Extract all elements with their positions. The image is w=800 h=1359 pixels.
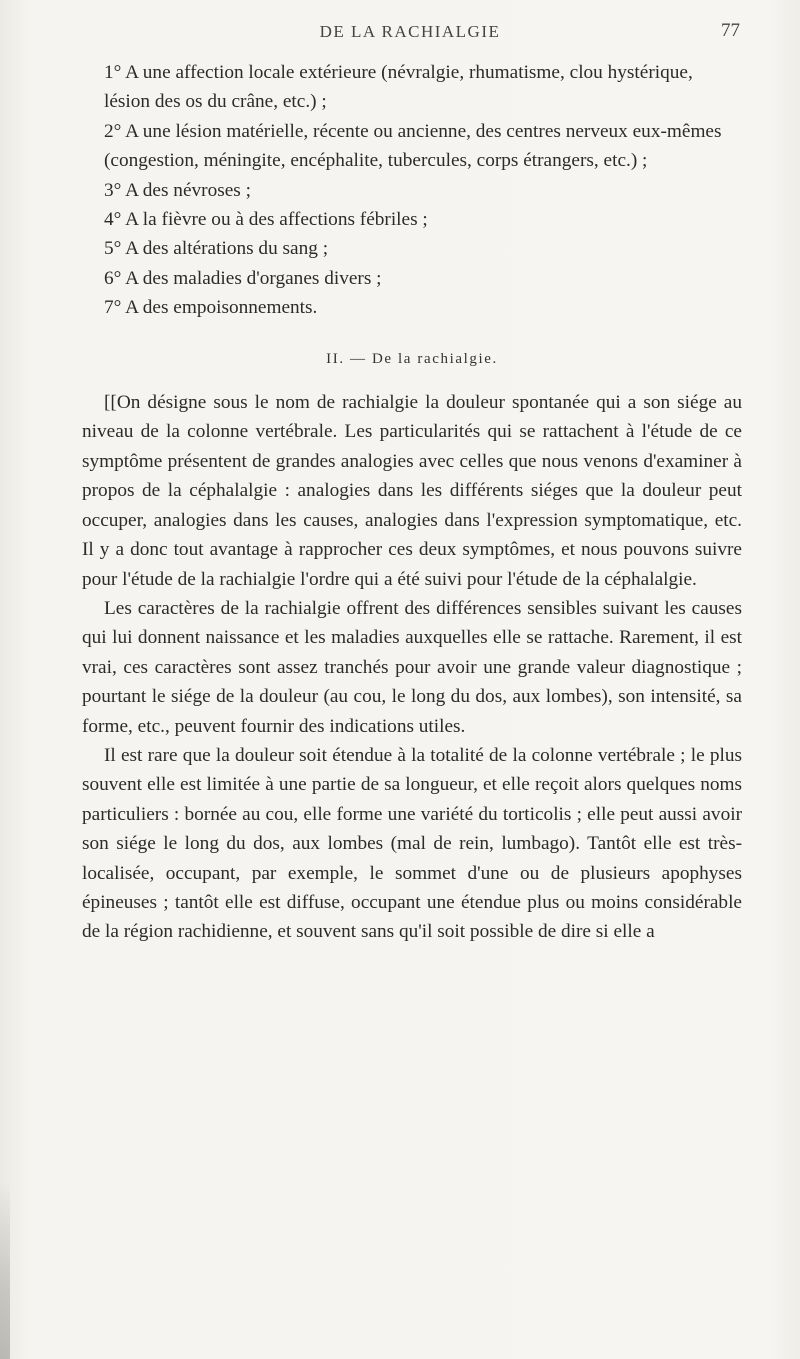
causes-list bbox=[82, 58, 742, 323]
section-title: II. — De la rachialgie. bbox=[326, 350, 498, 367]
running-head: DE LA RACHIALGIE bbox=[319, 22, 501, 41]
list-item: 4° A la fièvre ou à des affections fébriles ; bbox=[104, 209, 428, 231]
paragraph: [[On désigne sous le nom de rachialgie la douleur spontanée qui a son siége au niveau de la colonne vertébrale. Les particularités qui se rattachent à l'étude de ce symptôme présentent de grandes analogies avec celles que nous venons d'examiner à propos de la céphalalgie : analogies dans les différents siéges que la douleur peut occuper, analogies dans les causes, analogies dans l'expression symptomatique, etc. Il y a donc tout avantage à rapprocher ces deux symptômes, et nous pouvons suivre pour l'étude de la rachialgie l'ordre qui a été suivi pour l'étude de la céphalalgie. bbox=[82, 392, 742, 590]
page-number: 77 bbox=[721, 20, 740, 41]
list-item: 3° A des névroses ; bbox=[104, 179, 251, 201]
list-item: 5° A des altérations du sang ; bbox=[104, 238, 329, 260]
list-item: 1° A une affection locale extérieure (névralgie, rhumatisme, clou hystérique, lésion des os du crâne, etc.) ; bbox=[104, 62, 693, 113]
page-content bbox=[82, 58, 742, 947]
page-header bbox=[80, 20, 740, 50]
paragraph: Il est rare que la douleur soit étendue à la totalité de la colonne vertébrale ; le plus souvent elle est limitée à une partie de sa longueur, et elle reçoit alors quelques noms particuliers : bornée au cou, elle forme une variété du torticolis ; elle peut aussi avoir son siége le long du dos, aux lombes (mal de rein, lumbago). Tantôt elle est très-localisée, occupant, par exemple, le sommet d'une ou de plusieurs apophyses épineuses ; tantôt elle est diffuse, occupant une étendue plus ou moins considérable de la région rachidienne, et souvent sans qu'il soit possible de dire si elle a bbox=[82, 744, 742, 943]
page-edge-shadow bbox=[0, 1180, 10, 1359]
paragraph: Les caractères de la rachialgie offrent des différences sensibles suivant les causes qui lui donnent naissance et les maladies auxquelles elle se rattache. Rarement, il est vrai, ces caractères sont assez tranchés pour avoir une grande valeur diagnostique ; pourtant le siége de la douleur (au cou, le long du dos, aux lombes), son intensité, sa forme, etc., peuvent fournir des indications utiles. bbox=[82, 597, 742, 737]
list-item: 7° A des empoisonnements. bbox=[104, 297, 318, 319]
list-item: 6° A des maladies d'organes divers ; bbox=[104, 267, 382, 289]
list-item: 2° A une lésion matérielle, récente ou ancienne, des centres nerveux eux-mêmes (congestion, méningite, encéphalite, tubercules, corps étrangers, etc.) ; bbox=[104, 120, 722, 172]
